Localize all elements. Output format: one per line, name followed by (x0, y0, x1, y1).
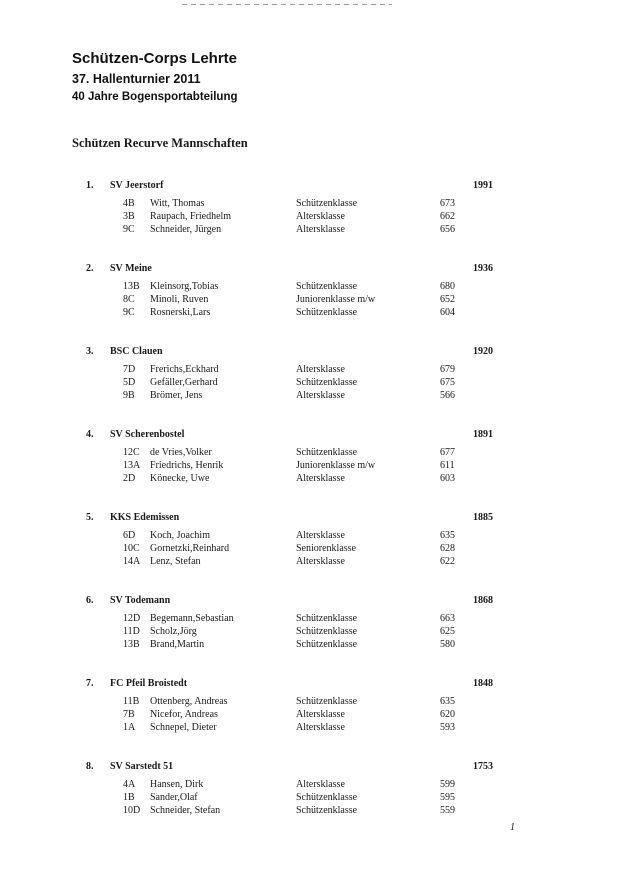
member-name: Rosnerski,Lars (150, 307, 211, 318)
member-class: Altersklasse (296, 364, 345, 375)
member-start-number: 13B (123, 639, 140, 650)
member-class: Juniorenklasse m/w (296, 294, 376, 305)
team-rank: 1. (86, 180, 94, 191)
member-class: Schützenklasse (296, 613, 358, 624)
member-start-number: 4B (123, 198, 135, 209)
member-score: 677 (440, 447, 455, 458)
member-class: Altersklasse (296, 722, 345, 733)
member-class: Schützenklasse (296, 377, 358, 388)
member-score: 652 (440, 294, 455, 305)
member-start-number: 7D (123, 364, 136, 375)
member-score: 656 (440, 224, 455, 235)
member-class: Altersklasse (296, 779, 345, 790)
member-start-number: 11B (123, 696, 140, 707)
member-start-number: 2D (123, 473, 136, 484)
member-class: Altersklasse (296, 473, 345, 484)
member-start-number: 10D (123, 805, 141, 816)
member-start-number: 11D (123, 626, 140, 637)
member-start-number: 14A (123, 556, 141, 567)
member-score: 604 (440, 307, 455, 318)
team-total: 1753 (473, 761, 493, 772)
member-class: Schützenklasse (296, 281, 358, 292)
member-score: 566 (440, 390, 455, 401)
member-name: Gornetzki,Reinhard (150, 543, 230, 554)
member-class: Altersklasse (296, 556, 345, 567)
member-class: Altersklasse (296, 224, 345, 235)
member-score: 622 (440, 556, 455, 567)
member-start-number: 1A (123, 722, 136, 733)
team-total: 1868 (473, 595, 493, 606)
member-score: 625 (440, 626, 455, 637)
team-name: SV Sarstedt 51 (110, 761, 174, 772)
member-score: 559 (440, 805, 455, 816)
member-name: Gefäller,Gerhard (150, 377, 218, 388)
member-class: Juniorenklasse m/w (296, 460, 376, 471)
member-score: 611 (440, 460, 455, 471)
member-class: Schützenklasse (296, 307, 358, 318)
team-total: 1885 (473, 512, 493, 523)
member-score: 680 (440, 281, 455, 292)
team-rank: 7. (86, 678, 94, 689)
member-score: 599 (440, 779, 455, 790)
member-name: Ottenberg, Andreas (150, 696, 228, 707)
member-name: Könecke, Uwe (150, 473, 210, 484)
member-name: Minoli, Ruven (150, 294, 209, 305)
member-start-number: 4A (123, 779, 136, 790)
member-score: 673 (440, 198, 455, 209)
member-start-number: 6D (123, 530, 136, 541)
member-name: Begemann,Sebastian (150, 613, 234, 624)
organization-title: Schützen-Corps Lehrte (72, 50, 238, 67)
member-class: Schützenklasse (296, 447, 358, 458)
team-block (0, 678, 638, 748)
team-name: SV Meine (110, 263, 152, 274)
member-score: 635 (440, 530, 455, 541)
member-start-number: 10C (123, 543, 140, 554)
member-start-number: 9B (123, 390, 135, 401)
team-total: 1891 (473, 429, 493, 440)
member-name: Schneider, Jürgen (150, 224, 222, 235)
team-block (0, 263, 638, 333)
member-start-number: 9C (123, 307, 135, 318)
member-score: 679 (440, 364, 455, 375)
team-rank: 2. (86, 263, 94, 274)
member-name: Koch, Joachim (150, 530, 210, 541)
team-rank: 4. (86, 429, 94, 440)
member-start-number: 13A (123, 460, 141, 471)
team-block (0, 761, 638, 831)
member-score: 603 (440, 473, 455, 484)
member-class: Altersklasse (296, 211, 345, 222)
member-name: Schneider, Stefan (150, 805, 221, 816)
member-class: Altersklasse (296, 709, 345, 720)
member-class: Schützenklasse (296, 792, 358, 803)
team-total: 1991 (473, 180, 493, 191)
member-class: Schützenklasse (296, 626, 358, 637)
member-name: Raupach, Friedhelm (150, 211, 232, 222)
member-score: 593 (440, 722, 455, 733)
team-block (0, 429, 638, 499)
member-start-number: 9C (123, 224, 135, 235)
member-start-number: 5D (123, 377, 136, 388)
member-name: Frerichs,Eckhard (150, 364, 219, 375)
member-start-number: 1B (123, 792, 135, 803)
team-name: SV Scherenbostel (110, 429, 185, 440)
member-class: Schützenklasse (296, 805, 358, 816)
member-name: Brand,Martin (150, 639, 205, 650)
member-start-number: 13B (123, 281, 140, 292)
team-block (0, 180, 638, 250)
member-start-number: 3B (123, 211, 135, 222)
team-total: 1920 (473, 346, 493, 357)
scan-artifact-line (182, 4, 392, 5)
member-name: Schnepel, Dieter (150, 722, 217, 733)
team-block (0, 512, 638, 582)
team-total: 1848 (473, 678, 493, 689)
section-title: Schützen Recurve Mannschaften (72, 136, 248, 150)
team-rank: 8. (86, 761, 94, 772)
member-name: Lenz, Stefan (150, 556, 201, 567)
page-number: 1 (510, 822, 515, 833)
member-class: Schützenklasse (296, 639, 358, 650)
team-rank: 3. (86, 346, 94, 357)
member-name: Witt, Thomas (150, 198, 205, 209)
member-name: Friedrichs, Henrik (150, 460, 224, 471)
member-score: 675 (440, 377, 455, 388)
member-score: 595 (440, 792, 455, 803)
member-score: 628 (440, 543, 455, 554)
team-block (0, 346, 638, 416)
team-name: SV Todemann (110, 595, 171, 606)
member-class: Altersklasse (296, 530, 345, 541)
member-score: 662 (440, 211, 455, 222)
member-score: 620 (440, 709, 455, 720)
member-name: Hansen, Dirk (150, 779, 204, 790)
team-total: 1936 (473, 263, 493, 274)
member-start-number: 12D (123, 613, 141, 624)
member-score: 663 (440, 613, 455, 624)
team-rank: 5. (86, 512, 94, 523)
team-rank: 6. (86, 595, 94, 606)
member-name: Scholz,Jörg (150, 626, 197, 637)
team-name: BSC Clauen (110, 346, 163, 357)
member-start-number: 8C (123, 294, 135, 305)
member-name: Sander,Olaf (150, 792, 198, 803)
team-block (0, 595, 638, 665)
member-name: Nicefor, Andreas (150, 709, 218, 720)
member-class: Altersklasse (296, 390, 345, 401)
member-class: Schützenklasse (296, 696, 358, 707)
member-class: Schützenklasse (296, 198, 358, 209)
member-name: Brömer, Jens (150, 390, 203, 401)
member-name: de Vries,Volker (150, 447, 212, 458)
anniversary-subtitle: 40 Jahre Bogensportabteilung (72, 91, 238, 103)
team-name: SV Jeerstorf (110, 180, 164, 191)
member-score: 580 (440, 639, 455, 650)
team-name: KKS Edemissen (110, 512, 180, 523)
member-class: Seniorenklasse (296, 543, 356, 554)
event-title: 37. Hallenturnier 2011 (72, 72, 201, 86)
member-score: 635 (440, 696, 455, 707)
team-name: FC Pfeil Broistedt (110, 678, 188, 689)
member-name: Kleinsorg,Tobias (150, 281, 219, 292)
member-start-number: 7B (123, 709, 135, 720)
member-start-number: 12C (123, 447, 140, 458)
